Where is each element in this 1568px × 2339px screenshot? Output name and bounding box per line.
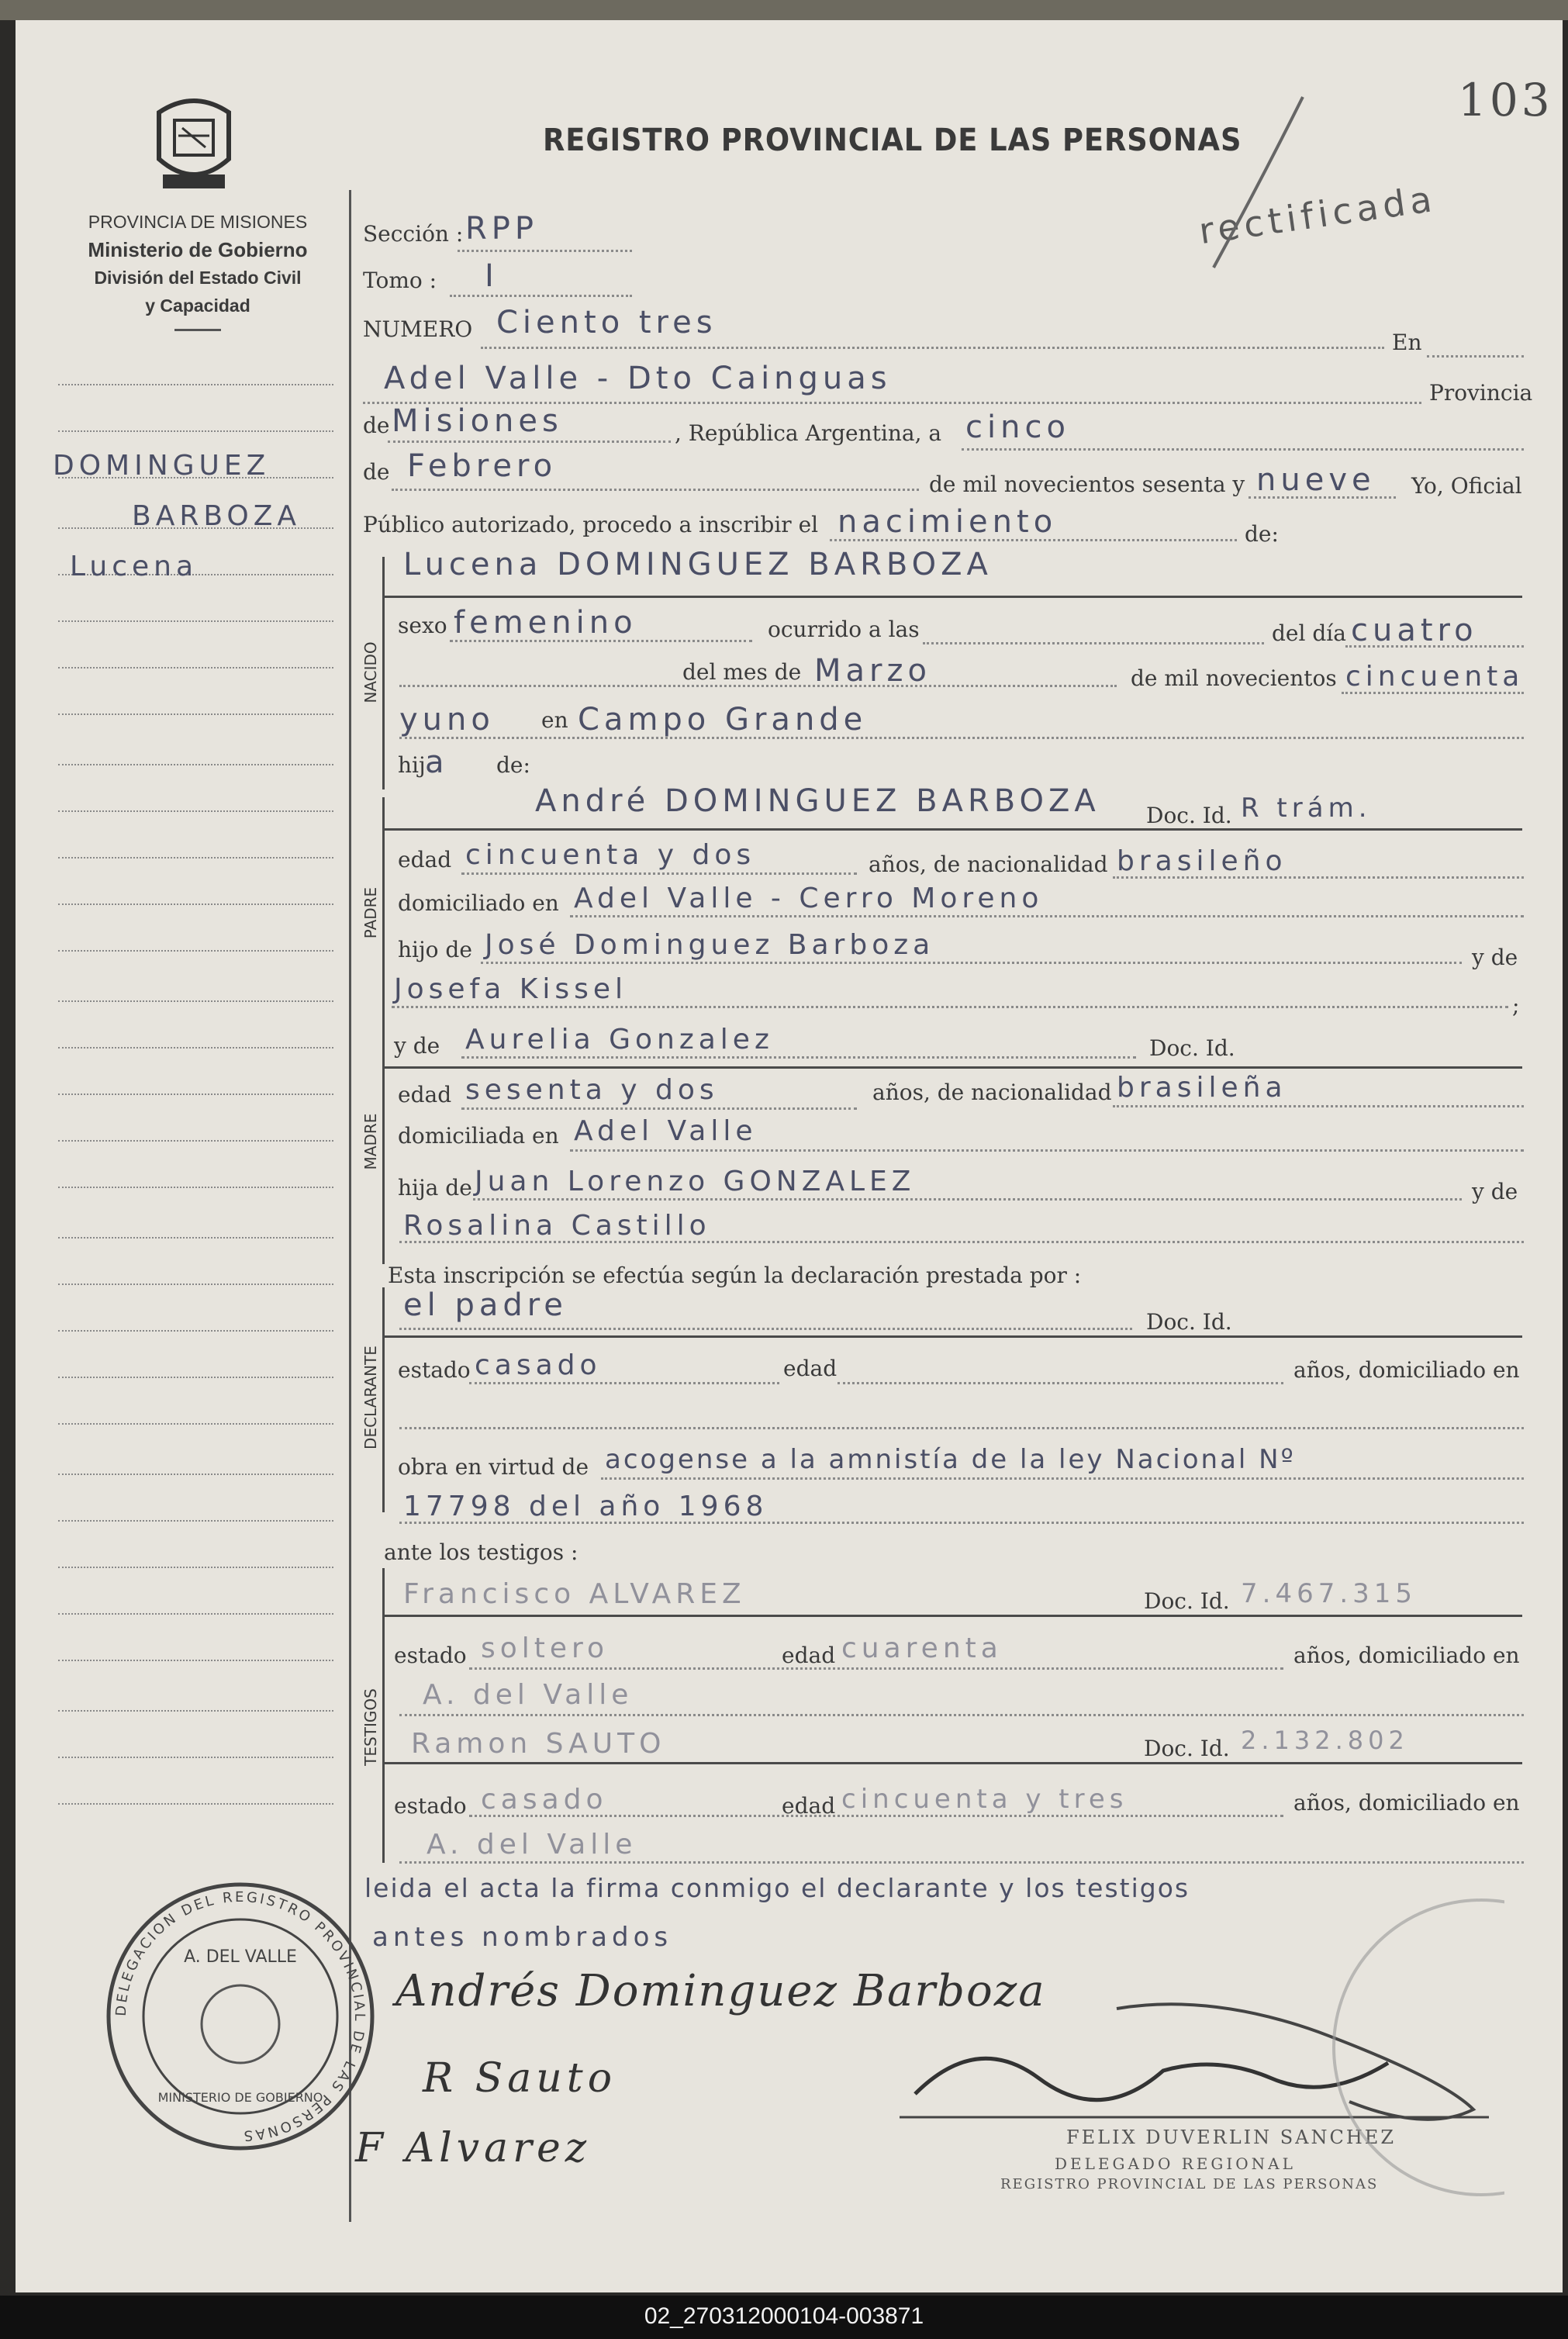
provincial-crest-icon (143, 89, 244, 198)
seccion-label: Sección : (363, 221, 464, 247)
cierre-linea-1: leida el acta la firma conmigo el declarante y los testigos (364, 1873, 1190, 1903)
madre-doc-label: Doc. Id. (1149, 1035, 1235, 1061)
margin-surname-1: DOMINGUEZ (53, 450, 271, 482)
de-colon-label: de: (1245, 521, 1279, 547)
acto-value: nacimiento (838, 504, 1058, 540)
margin-given-name: Lucena (70, 551, 199, 582)
seccion-value: RPP (465, 211, 539, 247)
lugar-value: Adel Valle - Dto Cainguas (384, 361, 892, 396)
faded-seal (1326, 1885, 1504, 2226)
testigo2-estado-value: casado (481, 1784, 608, 1816)
mil-label: de mil novecientos (1131, 665, 1337, 691)
lugar-nac-value: Campo Grande (578, 702, 868, 738)
fecha-anio-value: nueve (1256, 462, 1376, 498)
anio-nac-value-2: yuno (399, 702, 495, 738)
hij-suffix: a (425, 745, 449, 780)
rectification-note: rectificada (1196, 177, 1439, 253)
madre-hija-de-label: hija de (398, 1175, 472, 1201)
ocurrido-label: ocurrido a las (768, 617, 920, 642)
testigo2-doc-label: Doc. Id. (1144, 1736, 1230, 1761)
testigo2-nombre: Ramon SAUTO (411, 1728, 666, 1760)
madre-edad-value: sesenta y dos (465, 1074, 719, 1106)
de-label: de (363, 413, 390, 438)
division-name-2: y Capacidad (145, 295, 250, 316)
madre-nombre: Aurelia Gonzalez (465, 1024, 774, 1055)
scan-id: 02_270312000104-003871 (644, 2303, 924, 2329)
testigos-section-label: TESTIGOS (361, 1688, 380, 1766)
declarante-doc-label: Doc. Id. (1146, 1309, 1232, 1335)
padre-dom-label: domiciliado en (398, 890, 559, 916)
semicolon: ; (1512, 993, 1520, 1018)
padre-doc-value: R trám. (1241, 793, 1372, 824)
mil-sesenta-label: de mil novecientos sesenta y (929, 472, 1245, 497)
padre-nombre: André DOMINGUEZ BARBOZA (535, 783, 1100, 819)
testigo1-edad-label: edad (782, 1643, 836, 1668)
division-name: División del Estado Civil (94, 268, 302, 288)
padre-hijo-de-label: hijo de (398, 937, 472, 962)
obra-value-2: 17798 del año 1968 (403, 1491, 768, 1522)
provincia-label: Provincia (1429, 380, 1533, 406)
numero-value: Ciento tres (496, 305, 717, 340)
cierre-linea-2: antes nombrados (372, 1922, 673, 1953)
declarante-estado-label: estado (398, 1357, 471, 1383)
sexo-value: femenino (454, 605, 637, 641)
republica-label: , República Argentina, a (675, 420, 942, 446)
madre-y-de-label-2: y de (1472, 1179, 1518, 1204)
madre-nac-value: brasileña (1117, 1072, 1287, 1104)
nacido-section-label: NACIDO (361, 641, 380, 703)
testigo1-doc-label: Doc. Id. (1144, 1588, 1230, 1614)
oficial-label: Yo, Oficial (1411, 473, 1522, 499)
testigos-label: ante los testigos : (384, 1539, 579, 1565)
document-title: REGISTRO PROVINCIAL DE LAS PERSONAS (543, 123, 1242, 158)
seal-bottom-text: MINISTERIO DE GOBIERNO (157, 2090, 323, 2105)
dia-nac-value: cuatro (1351, 613, 1478, 648)
firma-declarante: Andrés Dominguez Barboza (395, 1966, 1046, 2016)
declarante-section-label: DECLARANTE (361, 1346, 380, 1449)
padre-padre-value: José Dominguez Barboza (485, 929, 935, 961)
book-binding (0, 0, 1568, 20)
margin-surname-2: BARBOZA (132, 500, 302, 532)
padre-nac-label: años, de nacionalidad (869, 852, 1108, 877)
madre-dom-value: Adel Valle (574, 1115, 758, 1147)
del-dia-label: del día (1272, 620, 1346, 646)
testigo2-edad-value: cincuenta y tres (841, 1784, 1128, 1815)
obra-label: obra en virtud de (398, 1454, 589, 1480)
en-label-2: en (541, 707, 568, 733)
svg-text:DELEGACION DEL REGISTRO PROVIN (113, 1889, 368, 2144)
declarante-edad-label: edad (783, 1356, 838, 1381)
nombre-inscripto: Lucena DOMINGUEZ BARBOZA (403, 547, 993, 582)
rectification-stroke (1198, 89, 1314, 275)
testigo2-anos-label: años, domiciliado en (1293, 1790, 1520, 1816)
madre-padre-value: Juan Lorenzo GONZALEZ (475, 1166, 916, 1197)
anio-nac-value: cincuenta (1345, 661, 1525, 693)
testigo1-doc-value: 7.467.315 (1241, 1578, 1418, 1609)
obra-value-1: acogense a la amnistía de la ley Nacional Nº (605, 1444, 1296, 1475)
madre-section-label: MADRE (361, 1113, 380, 1170)
testigo1-edad-value: cuarenta (841, 1632, 1003, 1664)
fecha-dia-value: cinco (965, 409, 1070, 445)
testigo2-doc-value: 2.132.802 (1241, 1726, 1409, 1755)
hij-de-label: de: (496, 752, 530, 778)
firma-testigo-1: R Sauto (423, 2055, 616, 2102)
official-seal (93, 1869, 388, 2164)
firma-testigo-2: F Alvarez (355, 2125, 592, 2171)
header-rule (174, 329, 221, 331)
numero-label: NUMERO (363, 316, 473, 342)
madre-edad-label: edad (398, 1082, 452, 1107)
tomo-value: I (485, 258, 499, 294)
provincia-value: Misiones (392, 403, 563, 439)
sexo-label: sexo (398, 613, 447, 638)
declarante-estado-value: casado (475, 1349, 602, 1381)
tomo-label: Tomo : (363, 268, 437, 293)
publico-label: Público autorizado, procedo a inscribir el (363, 512, 819, 537)
testigo2-edad-label: edad (782, 1793, 836, 1819)
padre-section-label: PADRE (361, 886, 380, 939)
padre-doc-label: Doc. Id. (1146, 803, 1232, 828)
madre-dom-label: domiciliada en (398, 1123, 559, 1149)
fecha-mes-value: Febrero (407, 448, 558, 484)
seal-ring-text: DELEGACION DEL REGISTRO PROVINCIAL DE LAS PERSONAS (112, 1888, 368, 2144)
padre-nac-value: brasileño (1117, 845, 1287, 877)
testigo1-dom-value: A. del Valle (423, 1679, 634, 1711)
testigo1-estado-label: estado (394, 1643, 467, 1668)
padre-dom-value: Adel Valle - Cerro Moreno (574, 883, 1044, 914)
official-role: DELEGADO REGIONAL (1055, 2154, 1296, 2173)
ministry-name: Ministerio de Gobierno (88, 238, 308, 261)
official-org: REGISTRO PROVINCIAL DE LAS PERSONAS (1000, 2176, 1379, 2192)
mes-nac-value: Marzo (814, 653, 931, 689)
declaracion-label: Esta inscripción se efectúa según la declaración prestada por : (388, 1263, 1082, 1288)
madre-nac-label: años, de nacionalidad (872, 1080, 1112, 1105)
testigo1-estado-value: soltero (481, 1632, 610, 1664)
padre-y-de-label: y de (1472, 945, 1518, 970)
province-name: PROVINCIA DE MISIONES (88, 212, 308, 232)
madre-madre-value: Rosalina Castillo (403, 1210, 711, 1242)
testigo1-nombre: Francisco ALVAREZ (403, 1578, 746, 1610)
padre-madre-value: Josefa Kissel (394, 973, 627, 1005)
madre-y-de-label: y de (394, 1033, 440, 1059)
testigo1-anos-label: años, domiciliado en (1293, 1643, 1520, 1668)
testigo2-estado-label: estado (394, 1793, 467, 1819)
declarante-anos-label: años, domiciliado en (1293, 1357, 1520, 1383)
padre-edad-value: cincuenta y dos (465, 839, 756, 871)
hij-label: hij (398, 752, 426, 778)
padre-edad-label: edad (398, 847, 452, 872)
de-label-2: de (363, 459, 390, 485)
declarante-value: el padre (403, 1287, 568, 1323)
testigo2-dom-value: A. del Valle (427, 1829, 637, 1860)
official-name: FELIX DUVERLIN SANCHEZ (1066, 2127, 1397, 2148)
en-label: En (1392, 330, 1422, 355)
del-mes-label: del mes de (682, 659, 802, 685)
issuing-authority (43, 208, 353, 331)
seal-center-text: A. DEL VALLE (184, 1947, 297, 1967)
page-number: 103 (1458, 74, 1553, 126)
